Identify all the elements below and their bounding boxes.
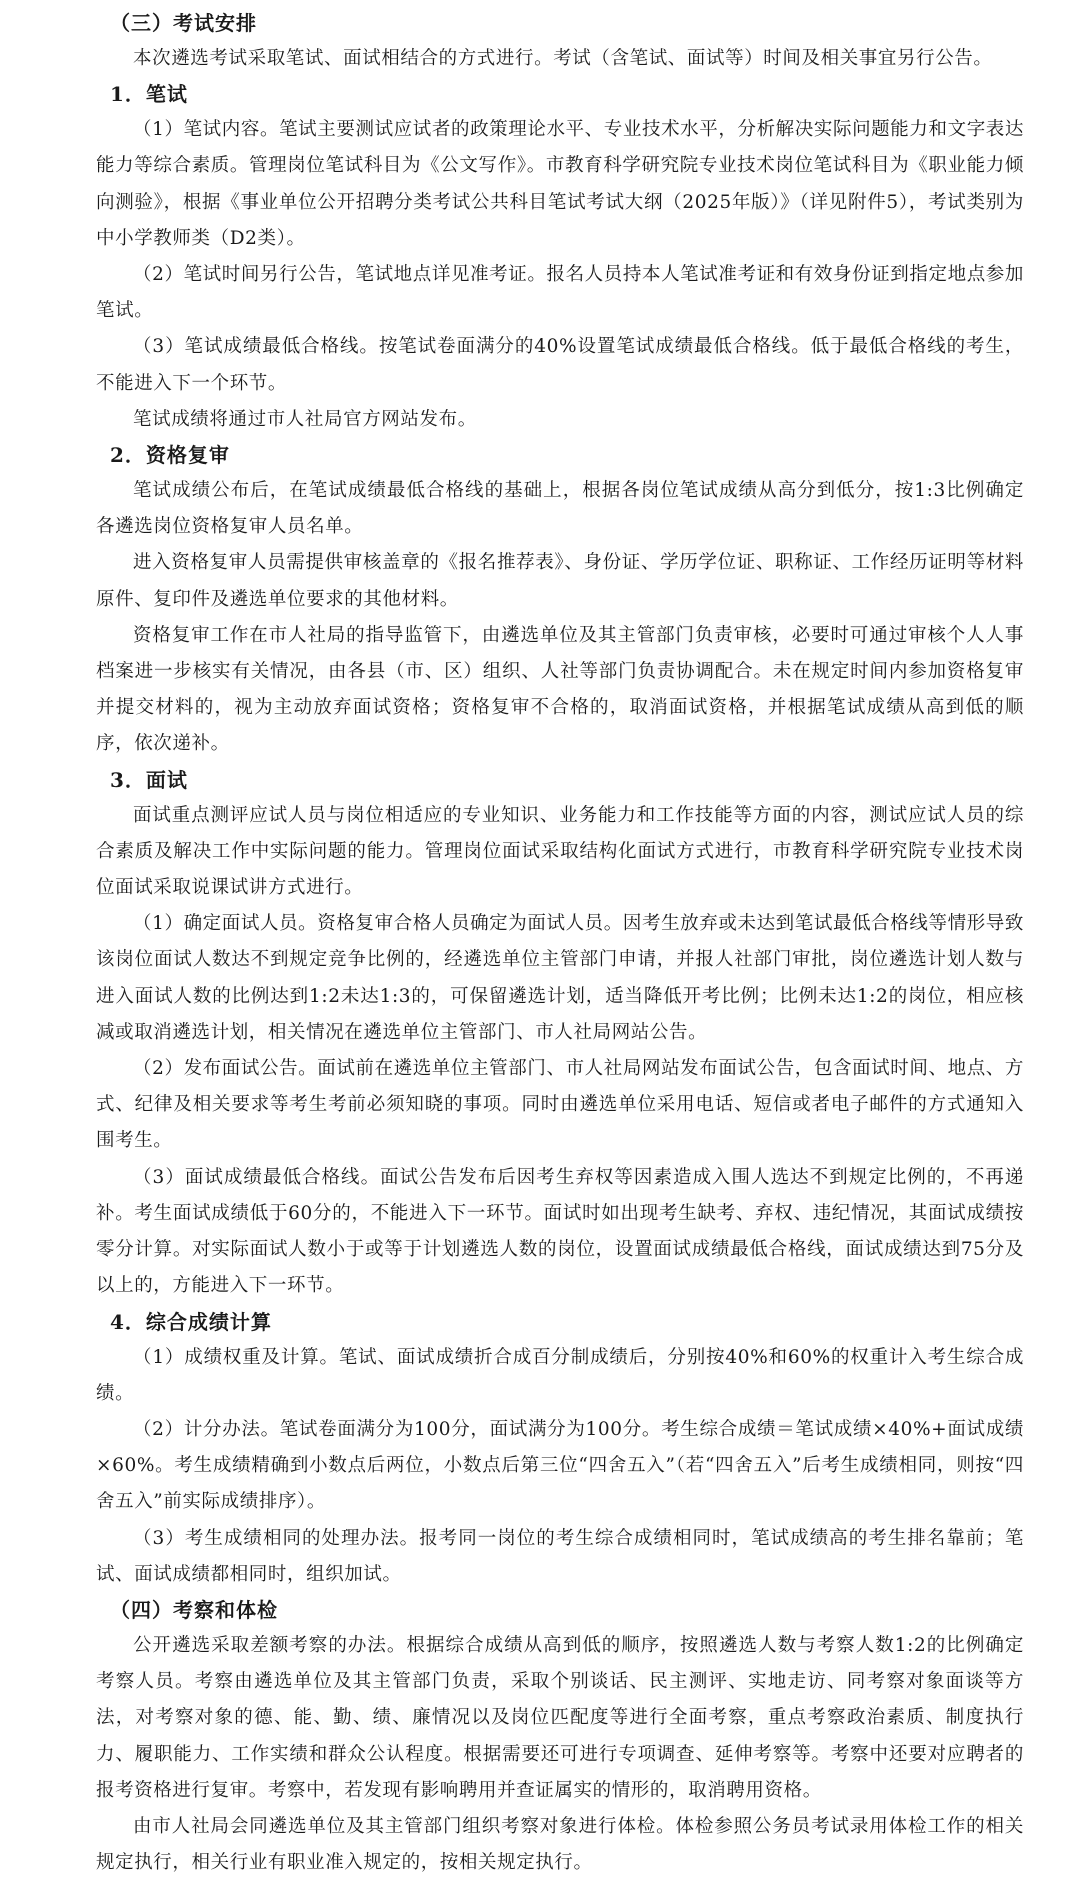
paragraph-interview-candidates: （1）确定面试人员。资格复审合格人员确定为面试人员。因考生放弃或未达到笔试最低合格线等情形导致该岗位面试人数达不到规定竞争比例的，经遴选单位主管部门申请，并报人社部门审批，岗位遴选计划人数与进入面试人数的比例达到1:2未达1:3的，可保留遴选计划，适当降低开考比例；比例未达1:2的岗位，相应核减或取消遴选计划，相关情况在遴选单位主管部门、市人社局网站公告。	[96, 913, 1024, 1043]
paragraph-interview-passline: （3）面试成绩最低合格线。面试公告发布后因考生弃权等因素造成入围人选达不到规定比例的，不再递补。考生面试成绩低于60分的，不能进入下一环节。面试时如出现考生缺考、弃权、违纪情况，其面试成绩按零分计算。对实际面试人数小于或等于计划遴选人数的岗位，设置面试成绩最低合格线，面试成绩达到75分及以上的，方能进入下一环节。	[96, 1166, 1024, 1297]
paragraph-interview-notice: （2）发布面试公告。面试前在遴选单位主管部门、市人社局网站发布面试公告，包含面试时间、地点、方式、纪律及相关要求等考生考前必须知晓的事项。同时由遴选单位采用电话、短信或者电子邮件的方式通知入围考生。	[96, 1058, 1024, 1152]
paragraph-medical-exam: 由市人社局会同遴选单位及其主管部门组织考察对象进行体检。体检参照公务员考试录用体检工作的相关规定执行，相关行业有职业准入规定的，按相关规定执行。	[96, 1815, 1024, 1874]
paragraph-written-results: 笔试成绩将通过市人社局官方网站发布。	[133, 408, 477, 430]
paragraph-inspection: 公开遴选采取差额考察的办法。根据综合成绩从高到低的顺序，按照遴选人数与考察人数1:2的比例确定考察人员。考察由遴选单位及其主管部门负责，采取个别谈话、民主测评、实地走访、同考察对象面谈等方法，对考察对象的德、能、勤、绩、廉情况以及岗位匹配度等进行全面考察，重点考察政治素质、制度执行力、履职能力、工作实绩和群众公认程度。根据需要还可进行专项调查、延伸考察等。考察中还要对应聘者的报考资格进行复审。考察中，若发现有影响聘用并查证属实的情形的，取消聘用资格。	[96, 1634, 1024, 1801]
paragraph-written-passline: （3）笔试成绩最低合格线。按笔试卷面满分的40%设置笔试成绩最低合格线。低于最低合格线的考生，不能进入下一个环节。	[96, 336, 1024, 394]
subheading-score-calculation: 4．综合成绩计算	[110, 1309, 272, 1334]
subheading-interview: 3．面试	[110, 767, 188, 792]
paragraph-written-content: （1）笔试内容。笔试主要测试应试者的政策理论水平、专业技术水平，分析解决实际问题能力和文字表达能力等综合素质。管理岗位笔试科目为《公文写作》。市教育科学研究院专业技术岗位笔试科目为《职业能力倾向测验》，根据《事业单位公开招聘分类考试公共科目笔试考试大纲（2025年版）》（详见附件5），考试类别为中小学教师类（D2类）。	[96, 119, 1024, 249]
paragraph-score-weights: （1）成绩权重及计算。笔试、面试成绩折合成百分制成绩后，分别按40%和60%的权重计入考生综合成绩。	[96, 1346, 1024, 1404]
paragraph-score-method: （2）计分办法。笔试卷面满分为100分，面试满分为100分。考生综合成绩＝笔试成绩×40%+面试成绩×60%。考生成绩精确到小数点后两位，小数点后第三位“四舍五入”（若“四舍五入”后考生成绩相同，则按“四舍五入”前实际成绩排序）。	[96, 1418, 1024, 1513]
paragraph-review-supervision: 资格复审工作在市人社局的指导监管下，由遴选单位及其主管部门负责审核，必要时可通过审核个人人事档案进一步核实有关情况，由各县（市、区）组织、人社等部门负责协调配合。未在规定时间内参加资格复审并提交材料的，视为主动放弃面试资格；资格复审不合格的，取消面试资格，并根据笔试成绩从高到低的顺序，依次递补。	[96, 624, 1024, 755]
paragraph-written-time: （2）笔试时间另行公告，笔试地点详见准考证。报名人员持本人笔试准考证和有效身份证到指定地点参加笔试。	[96, 264, 1024, 322]
subheading-written-exam: 1．笔试	[110, 82, 188, 107]
paragraph-review-list: 笔试成绩公布后，在笔试成绩最低合格线的基础上，根据各岗位笔试成绩从高分到低分，按1:3比例确定各遴选岗位资格复审人员名单。	[96, 480, 1024, 538]
paragraph-score-ties: （3）考生成绩相同的处理办法。报考同一岗位的考生综合成绩相同时，笔试成绩高的考生排名靠前；笔试、面试成绩都相同时，组织加试。	[96, 1527, 1024, 1585]
paragraph-interview-focus: 面试重点测评应试人员与岗位相适应的专业知识、业务能力和工作技能等方面的内容，测试应试人员的综合素质及解决工作中实际问题的能力。管理岗位面试采取结构化面试方式进行，市教育科学研究院专业技术岗位面试采取说课试讲方式进行。	[96, 804, 1024, 899]
paragraph-review-materials: 进入资格复审人员需提供审核盖章的《报名推荐表》、身份证、学历学位证、职称证、工作经历证明等材料原件、复印件及遴选单位要求的其他材料。	[96, 552, 1024, 610]
subheading-qualification-review: 2．资格复审	[110, 443, 230, 468]
section-heading-inspection-medical: （四）考察和体检	[110, 1597, 278, 1622]
paragraph-exam-method: 本次遴选考试采取笔试、面试相结合的方式进行。考试（含笔试、面试等）时间及相关事宜另行公告。	[133, 48, 993, 69]
section-heading-exam-arrangement: （三）考试安排	[110, 11, 257, 35]
